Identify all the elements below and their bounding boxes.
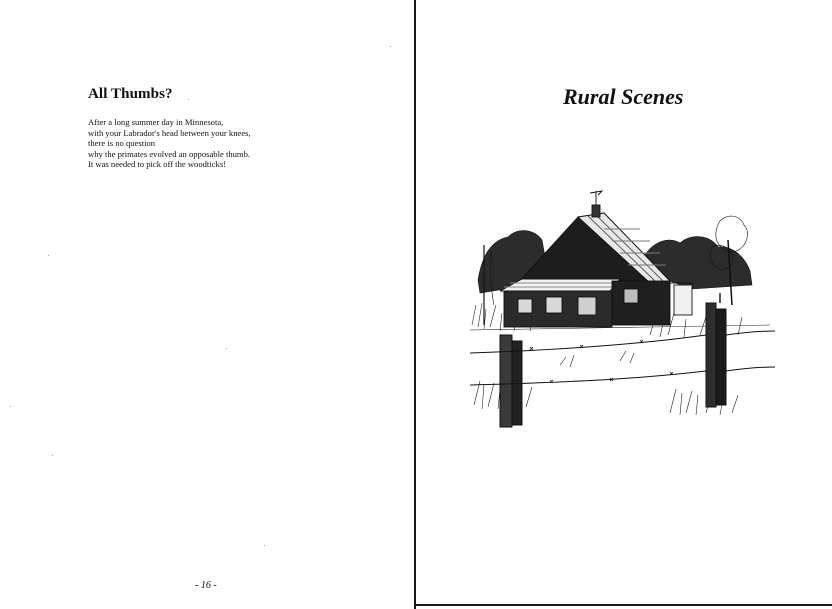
poem-title: All Thumbs? xyxy=(88,86,173,102)
poem-body xyxy=(88,117,251,170)
page-number: - 16 - xyxy=(195,580,217,591)
paper-speck xyxy=(188,99,189,100)
paper-speck xyxy=(264,545,265,546)
poem-line: After a long summer day in Minnesota, xyxy=(88,117,224,127)
poem-line: why the primates evolved an opposable thumb. xyxy=(88,148,251,159)
paper-speck xyxy=(226,348,227,349)
barn-illustration xyxy=(470,185,775,440)
section-title: Rural Scenes xyxy=(563,84,684,109)
poem-line: with your Labrador's head between your knees, xyxy=(88,127,251,138)
left-page xyxy=(0,0,414,609)
paper-speck xyxy=(52,455,53,456)
page-bottom-edge xyxy=(416,604,832,606)
poem-line: there is no question xyxy=(88,138,156,149)
paper-speck xyxy=(48,255,49,256)
poem-line: It was needed to pick off the woodticks! xyxy=(88,159,227,170)
paper-speck xyxy=(10,406,11,407)
paper-speck xyxy=(390,46,391,47)
